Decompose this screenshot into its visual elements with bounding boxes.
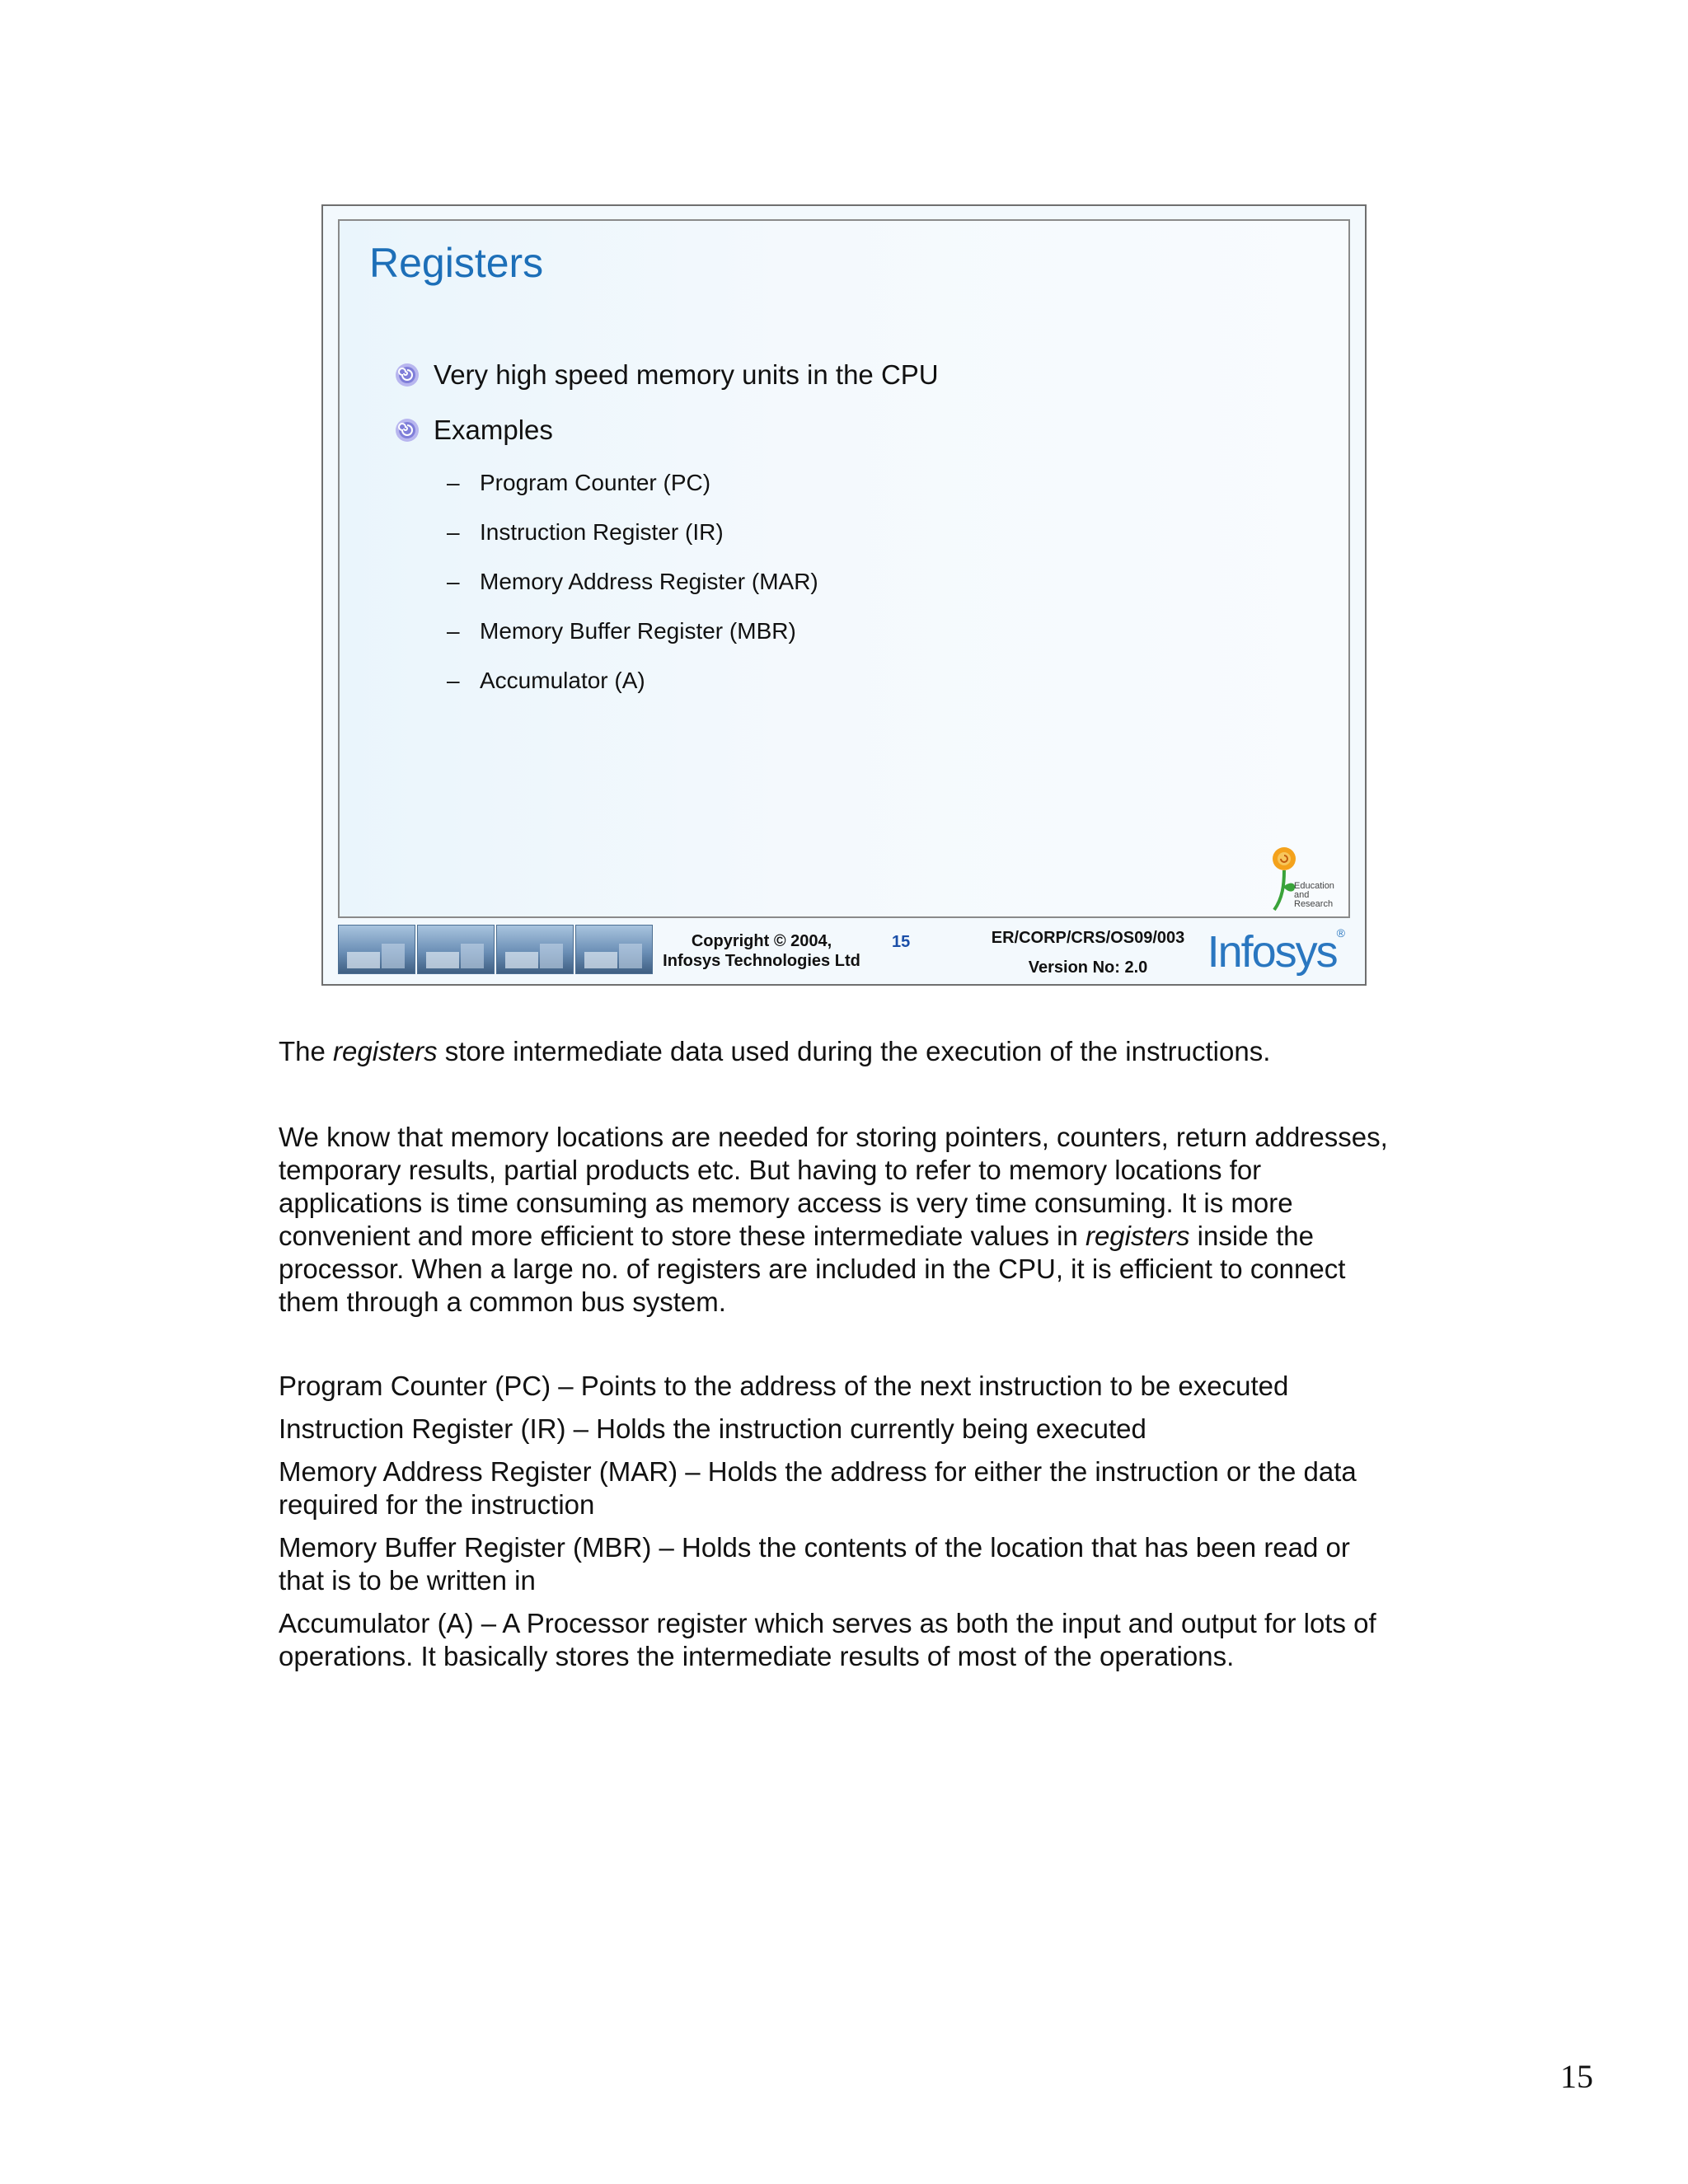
definition-item — [279, 1455, 1400, 1521]
reference-code: ER/CORP/CRS/OS09/003 — [991, 929, 1185, 947]
building-photo-thumbnail — [338, 925, 415, 974]
dash-marker: – — [447, 569, 460, 594]
emphasis-text: registers — [1085, 1221, 1190, 1251]
education-research-logo — [1266, 844, 1345, 913]
copyright-line: Infosys Technologies Ltd — [663, 952, 860, 970]
sub-bullet-text: Accumulator (A) — [480, 668, 645, 693]
slide-content — [338, 219, 1350, 918]
dash-marker: – — [447, 519, 460, 545]
dash-marker: – — [447, 668, 460, 693]
slide-footer — [338, 918, 1350, 977]
brand-name: Infosys — [1207, 927, 1337, 977]
definition-item — [279, 1607, 1400, 1673]
page-number: 15 — [1560, 2058, 1593, 2095]
sub-bullet-item — [447, 470, 710, 496]
infosys-logo — [1207, 926, 1345, 977]
slide-frame — [321, 204, 1367, 986]
emphasis-text: registers — [333, 1036, 438, 1066]
bullet-text: Very high speed memory units in the CPU — [434, 359, 939, 390]
definition-item — [279, 1531, 1400, 1597]
building-photo-thumbnail — [575, 925, 653, 974]
definition-item — [279, 1370, 1400, 1403]
copyright-line: Copyright © 2004, — [691, 932, 832, 950]
bullet-item — [394, 415, 553, 446]
spiral-bullet-icon — [394, 417, 420, 443]
registered-mark: ® — [1336, 926, 1345, 940]
notes-intro — [279, 1035, 1400, 1068]
sub-bullet-item — [447, 618, 796, 644]
text-run: store intermediate data used during the execution of the instructions. — [437, 1036, 1271, 1066]
building-photo-thumbnail — [417, 925, 495, 974]
definition-text: Instruction Register (IR) – Holds the instruction currently being executed — [279, 1413, 1146, 1444]
sub-bullet-text: Memory Buffer Register (MBR) — [480, 618, 796, 644]
definition-text: Memory Address Register (MAR) – Holds the address for either the instruction or the data required for the instruction — [279, 1456, 1357, 1520]
document-reference — [981, 923, 1195, 982]
er-logo-line: Education — [1294, 881, 1334, 891]
text-run: We know that memory locations are needed for storing pointers, counters, return addresses, temporary results, partial products etc. But having to refer to memory locations for applications is time consuming as memory access is very time consuming. It is more convenient and more efficient to store these intermediate values in — [279, 1122, 1388, 1251]
bullet-item — [394, 359, 939, 391]
dash-marker: – — [447, 470, 460, 495]
slide-title: Registers — [369, 240, 544, 286]
sub-bullet-item — [447, 569, 818, 595]
definition-text: Program Counter (PC) – Points to the address of the next instruction to be executed — [279, 1371, 1289, 1401]
definition-text: Memory Buffer Register (MBR) – Holds the contents of the location that has been read or that is to be written in — [279, 1532, 1350, 1596]
sub-bullet-item — [447, 519, 724, 546]
spiral-bullet-icon — [394, 362, 420, 388]
sub-bullet-text: Program Counter (PC) — [480, 470, 711, 495]
notes-paragraph — [279, 1121, 1400, 1319]
definition-item — [279, 1413, 1400, 1446]
er-logo-line: Research — [1294, 899, 1334, 909]
sub-bullet-item — [447, 668, 645, 694]
building-photo-thumbnail — [496, 925, 574, 974]
sub-bullet-text: Instruction Register (IR) — [480, 519, 724, 545]
sub-bullet-text: Memory Address Register (MAR) — [480, 569, 818, 594]
definition-text: Accumulator (A) – A Processor register which serves as both the input and output for lots of operations. It basically stores the intermediate results of most of the operations. — [279, 1608, 1376, 1671]
bullet-text: Examples — [434, 415, 553, 445]
slide-number: 15 — [892, 933, 911, 951]
text-run: inside the processor. When a large no. of registers are included in the CPU, it is efficient to connect them through a common bus system. — [279, 1221, 1346, 1317]
version-number: Version No: 2.0 — [1028, 958, 1148, 977]
text-run: The — [279, 1036, 334, 1066]
er-logo-line: and — [1294, 890, 1310, 900]
copyright-notice — [654, 931, 869, 971]
dash-marker: – — [447, 618, 460, 644]
